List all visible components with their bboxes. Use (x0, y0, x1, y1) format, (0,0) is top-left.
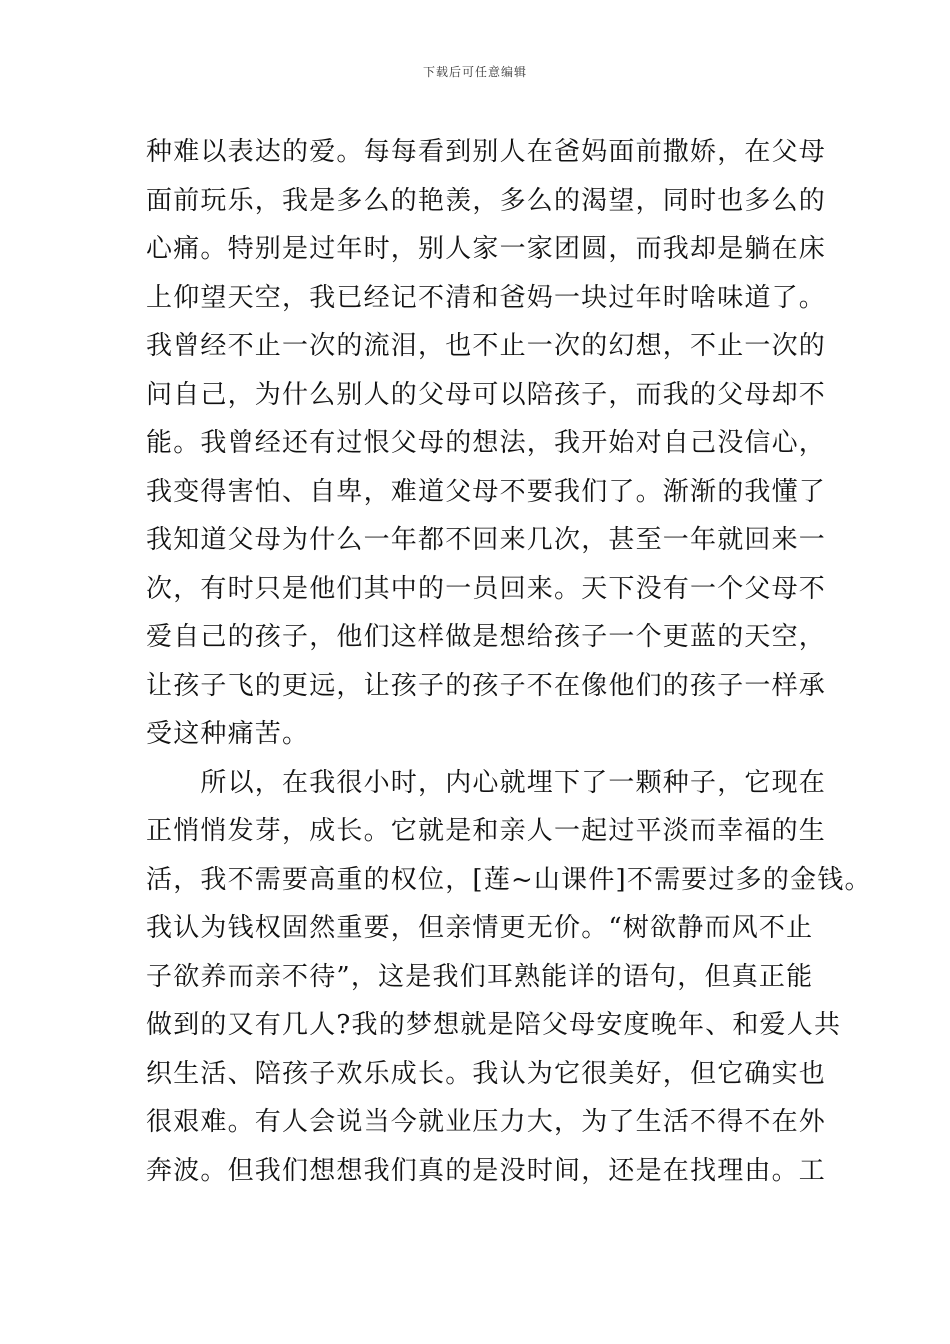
text-line: 爱自己的孩子，他们这样做是想给孩子一个更蓝的天空， (146, 622, 827, 652)
text-line: 子欲养而亲不待”，这是我们耳熟能详的语句，但真正能 (146, 961, 814, 992)
text-line: 我变得害怕、自卑，难道父母不要我们了。渐渐的我懂了 (146, 476, 827, 507)
body-text (146, 128, 872, 1195)
page-header: 下载后可任意编辑 (422, 65, 527, 79)
text-line: 很艰难。有人会说当今就业压力大，为了生活不得不在外 (146, 1107, 827, 1137)
text-line: 我认为钱权固然重要，但亲情更无价。“树欲静而风不止 (146, 913, 814, 943)
text-line: 奔波。但我们想想我们真的是没时间，还是在找理由。工 (146, 1155, 827, 1186)
text-line: 织生活、陪孩子欢乐成长。我认为它很美好，但它确实也 (146, 1058, 827, 1089)
text-line: 受这种痛苦。 (146, 719, 310, 749)
text-line: 让孩子飞的更远，让孩子的孩子不在像他们的孩子一样承 (146, 670, 827, 701)
text-line: 我知道父母为什么一年都不回来几次，甚至一年就回来一 (146, 525, 827, 555)
text-line: 种难以表达的爱。每每看到别人在爸妈面前撒娇，在父母 (146, 137, 827, 167)
text-line: 问自己，为什么别人的父母可以陪孩子，而我的父母却不 (146, 379, 827, 410)
text-line: 做到的又有几人?我的梦想就是陪父母安度晚年、和爱人共 (146, 1010, 842, 1040)
text-line: 面前玩乐，我是多么的艳羡，多么的渴望，同时也多么的 (146, 185, 827, 216)
text-line: 上仰望天空，我已经记不清和爸妈一块过年时啥味道了。 (146, 282, 827, 313)
text-line: 能。我曾经还有过恨父母的想法，我开始对自己没信心， (146, 428, 827, 458)
text-line: 所以，在我很小时，内心就埋下了一颗种子，它现在 (146, 767, 827, 798)
text-line: 活，我不需要高重的权位，[莲~山课件]不需要过多的金钱。 (146, 864, 872, 895)
text-line: 正悄悄发芽，成长。它就是和亲人一起过平淡而幸福的生 (146, 816, 827, 846)
text-line: 次，有时只是他们其中的一员回来。天下没有一个父母不 (146, 573, 827, 604)
text-line: 我曾经不止一次的流泪，也不止一次的幻想，不止一次的 (146, 331, 827, 361)
text-line: 心痛。特别是过年时，别人家一家团圆，而我却是躺在床 (146, 234, 827, 264)
